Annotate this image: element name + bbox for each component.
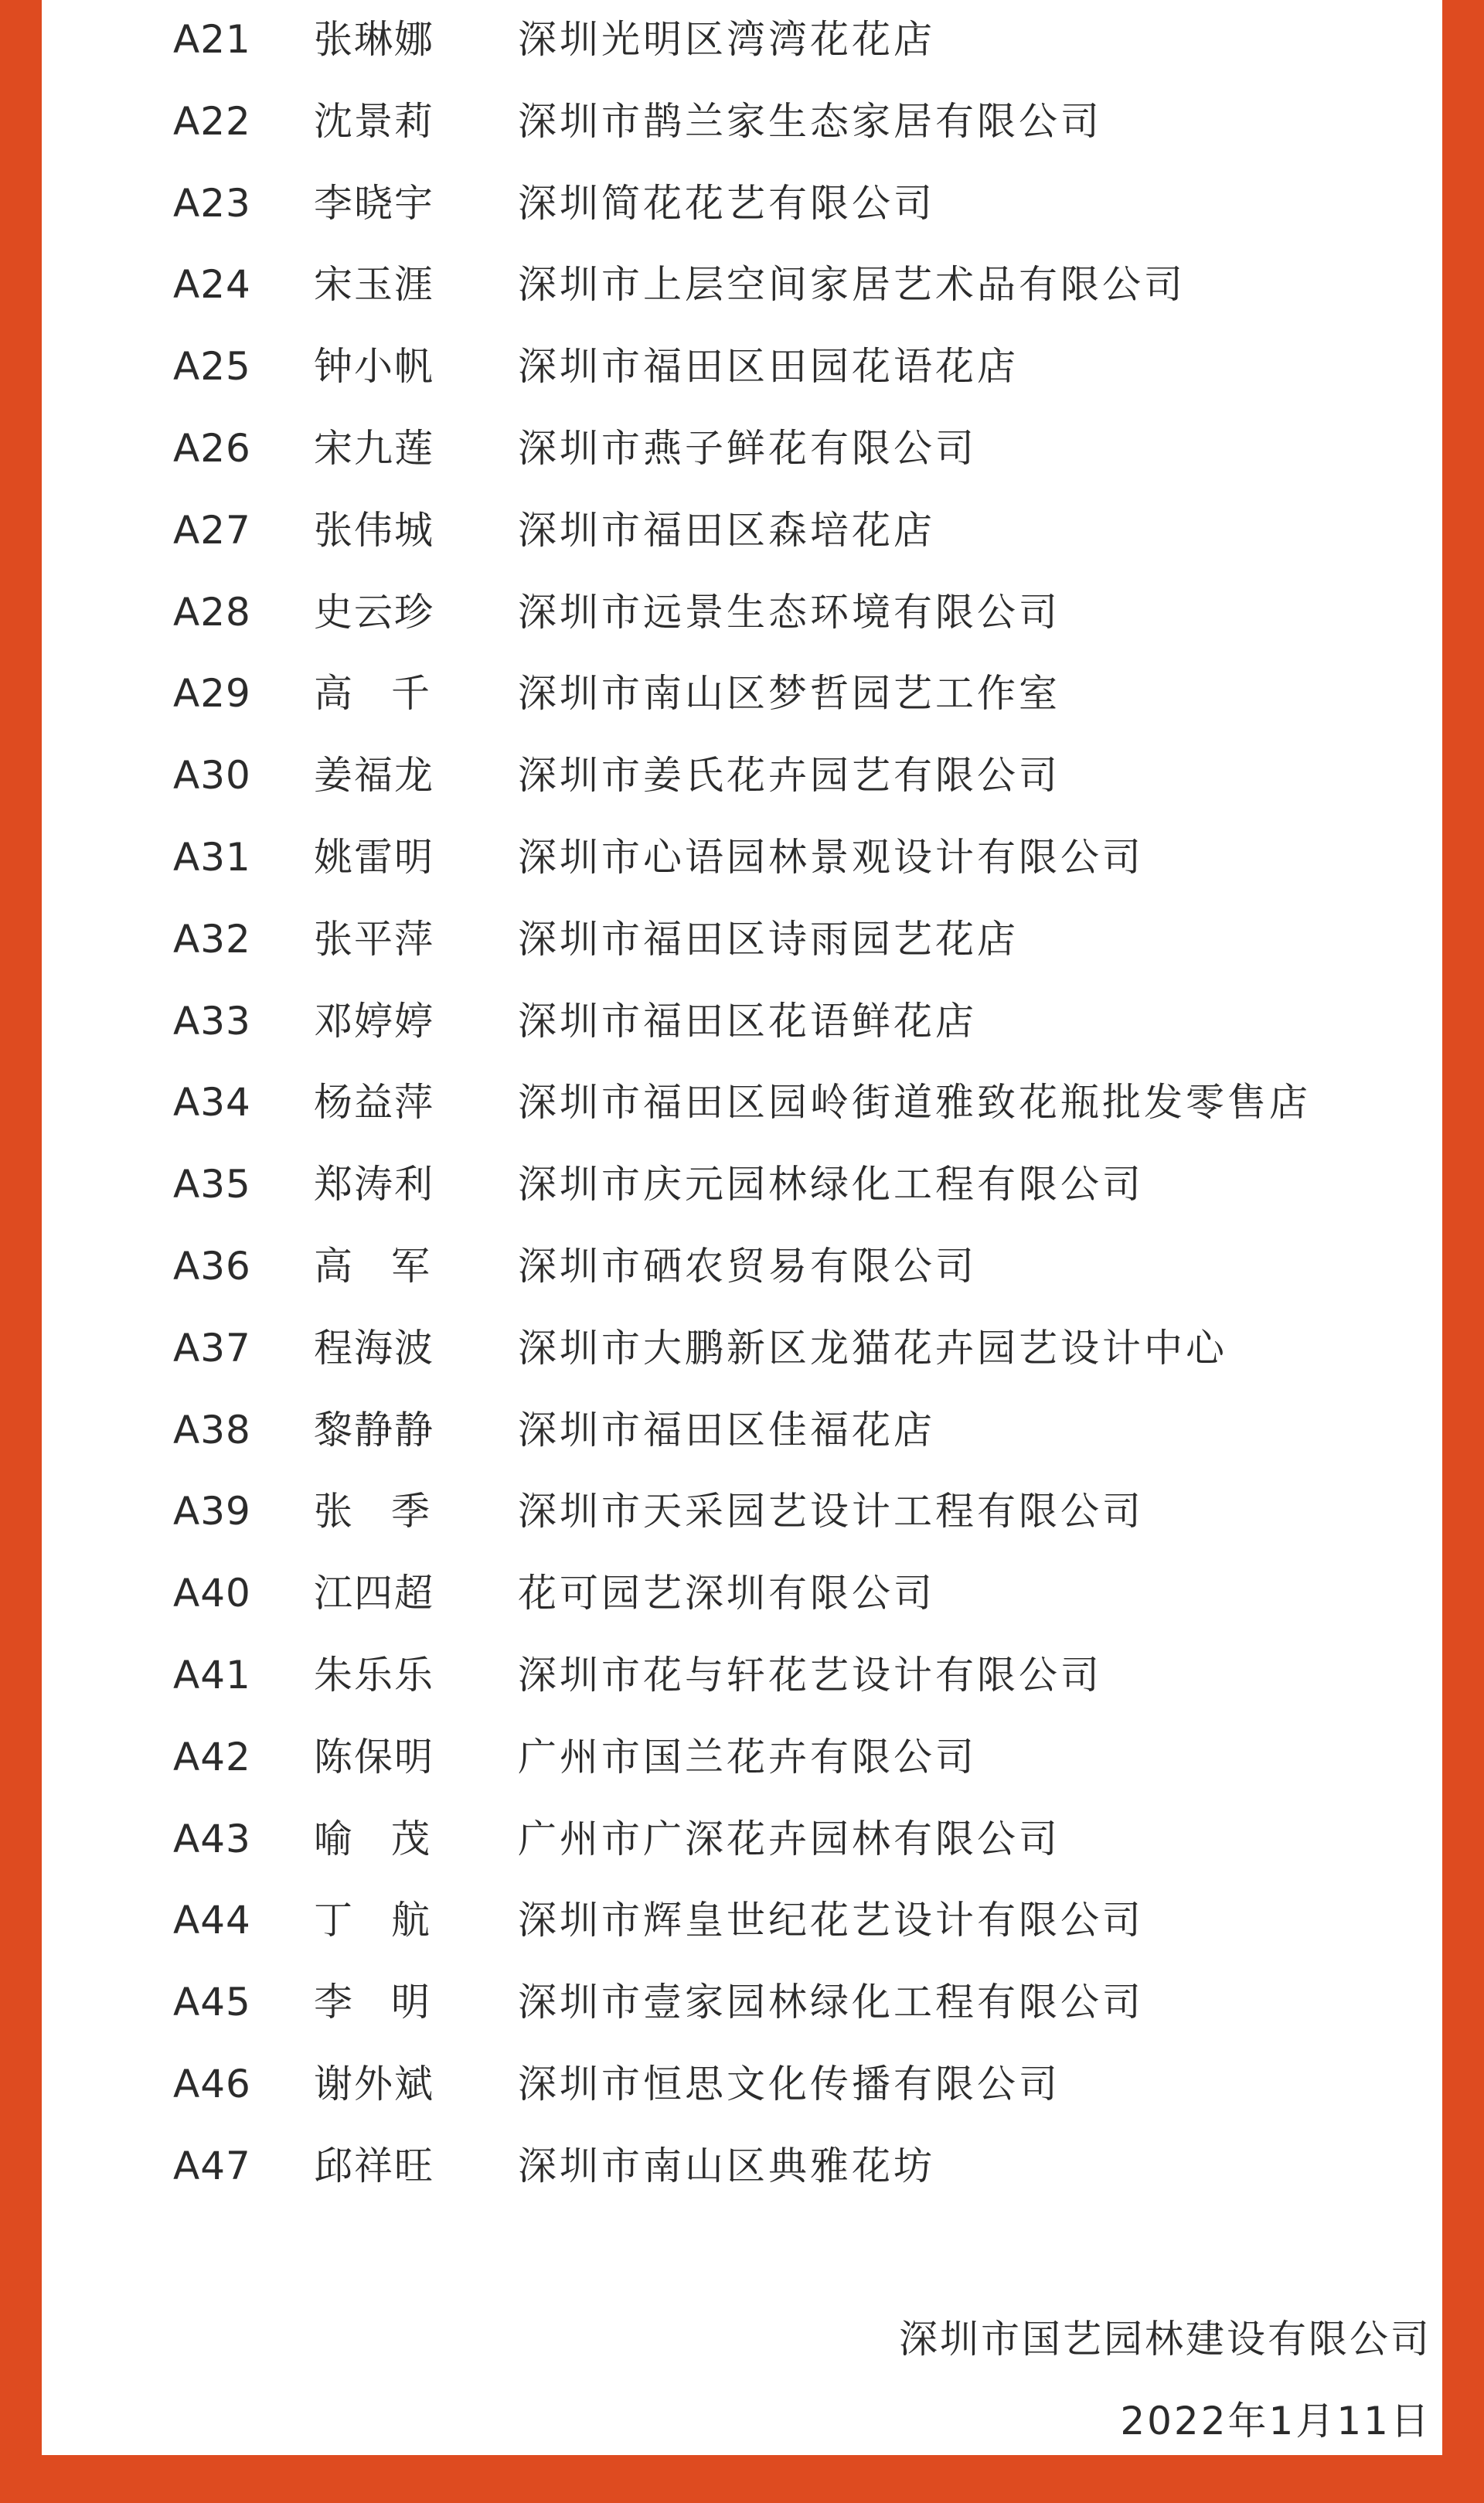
entry-code: A29: [173, 671, 251, 717]
entry-company: 广州市广深花卉园林有限公司: [518, 1816, 1060, 1861]
entry-code: A41: [173, 1653, 251, 1698]
list-item: [42, 1309, 1442, 1391]
entry-company: 深圳市福田区花语鲜花店: [518, 998, 977, 1044]
entry-code: A37: [173, 1325, 251, 1371]
entry-name: 郑涛利: [314, 1162, 434, 1207]
entry-name: 杨益萍: [314, 1080, 434, 1125]
list-item: [42, 982, 1442, 1064]
list-item: [42, 0, 1442, 82]
entry-company: 深圳市壹家园林绿化工程有限公司: [518, 1980, 1144, 2025]
list-item: [42, 654, 1442, 736]
list-item: [42, 1227, 1442, 1309]
list-item: [42, 2127, 1442, 2208]
entry-company: 深圳市硒农贸易有限公司: [518, 1244, 977, 1289]
entry-name: 高 军: [314, 1244, 430, 1289]
entry-name: 丁 航: [314, 1898, 430, 1943]
entry-code: A28: [173, 589, 251, 635]
entry-name: 张伟城: [314, 507, 434, 553]
list-item: [42, 736, 1442, 818]
entry-code: A43: [173, 1816, 251, 1861]
list-item: [42, 1963, 1442, 2045]
list-item: [42, 900, 1442, 982]
entry-company: 深圳市福田区园岭街道雅致花瓶批发零售店: [518, 1080, 1311, 1125]
list-item: [42, 1472, 1442, 1554]
entry-code: A46: [173, 2062, 251, 2106]
entry-code: A27: [173, 507, 251, 553]
entry-name: 李晓宇: [314, 180, 434, 226]
entry-name: 张琳娜: [314, 17, 434, 62]
entry-name: 陈保明: [314, 1734, 434, 1779]
list-item: [42, 327, 1442, 409]
list-item: [42, 1391, 1442, 1473]
list-item: [42, 1554, 1442, 1636]
entry-code: A36: [173, 1244, 251, 1289]
entry-name: 史云珍: [314, 589, 434, 635]
entry-code: A31: [173, 835, 251, 880]
entry-code: A21: [173, 17, 251, 62]
entry-code: A45: [173, 1980, 251, 2025]
entry-company: 深圳简花花艺有限公司: [518, 180, 935, 226]
list-item: [42, 1636, 1442, 1718]
entry-company: 深圳市辉皇世纪花艺设计有限公司: [518, 1898, 1144, 1943]
entry-company: 深圳市姜氏花卉园艺有限公司: [518, 753, 1060, 799]
entry-name: 朱乐乐: [314, 1653, 434, 1698]
entry-company: 深圳市恒思文化传播有限公司: [518, 2062, 1060, 2106]
entry-code: A39: [173, 1489, 251, 1534]
entry-name: 张 季: [314, 1489, 430, 1534]
entry-code: A35: [173, 1162, 251, 1207]
entry-code: A22: [173, 98, 251, 144]
entry-company: 深圳市南山区梦哲园艺工作室: [518, 671, 1060, 717]
list-item: [42, 2045, 1442, 2127]
entry-name: 李 明: [314, 1980, 430, 2025]
entry-code: A26: [173, 426, 251, 471]
entry-company: 深圳市庆元园林绿化工程有限公司: [518, 1162, 1144, 1207]
entry-company: 深圳市上层空间家居艺术品有限公司: [518, 262, 1186, 308]
entry-code: A38: [173, 1407, 251, 1452]
document-panel: [42, 0, 1442, 2455]
entry-company: 深圳市心语园林景观设计有限公司: [518, 835, 1144, 880]
entry-code: A44: [173, 1898, 251, 1943]
entry-name: 钟小帆: [314, 344, 434, 390]
entry-code: A42: [173, 1734, 251, 1779]
issue-date: 2022年1月11日: [1120, 2399, 1431, 2443]
entry-name: 宋九莲: [314, 426, 434, 471]
entry-name: 黎静静: [314, 1407, 434, 1452]
list-item: [42, 818, 1442, 900]
entry-company: 深圳市燕子鲜花有限公司: [518, 426, 977, 471]
list-item: [42, 82, 1442, 164]
entry-name: 姜福龙: [314, 753, 434, 799]
entry-company: 深圳市天采园艺设计工程有限公司: [518, 1489, 1144, 1534]
entry-name: 姚雷明: [314, 835, 434, 880]
list-item: [42, 1718, 1442, 1800]
entry-company: 深圳光明区湾湾花花店: [518, 17, 935, 62]
entry-name: 高 千: [314, 671, 430, 717]
list-item: [42, 573, 1442, 655]
list-item: [42, 409, 1442, 491]
list-item: [42, 1145, 1442, 1227]
entry-name: 谢外斌: [314, 2062, 434, 2106]
entry-company: 深圳市福田区诗雨园艺花店: [518, 916, 1019, 962]
entry-name: 张平萍: [314, 916, 434, 962]
entry-code: A34: [173, 1080, 251, 1125]
entry-company: 深圳市福田区森培花店: [518, 507, 935, 553]
entry-company: 深圳市鹊兰家生态家居有限公司: [518, 98, 1102, 144]
list-item: [42, 491, 1442, 573]
entry-name: 邱祥旺: [314, 2143, 434, 2188]
entry-name: 邓婷婷: [314, 998, 434, 1044]
list-item: [42, 1800, 1442, 1882]
entry-code: A32: [173, 916, 251, 962]
entry-name: 程海波: [314, 1325, 434, 1371]
entry-code: A30: [173, 753, 251, 799]
entry-code: A33: [173, 998, 251, 1044]
entry-company: 广州市国兰花卉有限公司: [518, 1734, 977, 1779]
entry-name: 喻 茂: [314, 1816, 430, 1861]
entry-code: A25: [173, 344, 251, 390]
entry-name: 宋玉涯: [314, 262, 434, 308]
list-item: [42, 1063, 1442, 1145]
entry-company: 深圳市大鹏新区龙猫花卉园艺设计中心: [518, 1325, 1227, 1371]
entry-code: A24: [173, 262, 251, 308]
entry-code: A40: [173, 1571, 251, 1616]
list-item: [42, 164, 1442, 246]
list-item: [42, 1881, 1442, 1963]
entry-company: 深圳市花与轩花艺设计有限公司: [518, 1653, 1102, 1698]
issuer-name: 深圳市国艺园林建设有限公司: [899, 2317, 1431, 2362]
entry-company: 深圳市远景生态环境有限公司: [518, 589, 1060, 635]
entry-company: 深圳市福田区田园花语花店: [518, 344, 1019, 390]
entry-company: 花可园艺深圳有限公司: [518, 1571, 935, 1616]
entry-name: 沈景莉: [314, 98, 434, 144]
entry-code: A47: [173, 2143, 251, 2188]
list-item: [42, 245, 1442, 327]
entry-code: A23: [173, 180, 251, 226]
entry-company: 深圳市南山区典雅花坊: [518, 2143, 935, 2188]
entry-name: 江四超: [314, 1571, 434, 1616]
entry-company: 深圳市福田区佳福花店: [518, 1407, 935, 1452]
